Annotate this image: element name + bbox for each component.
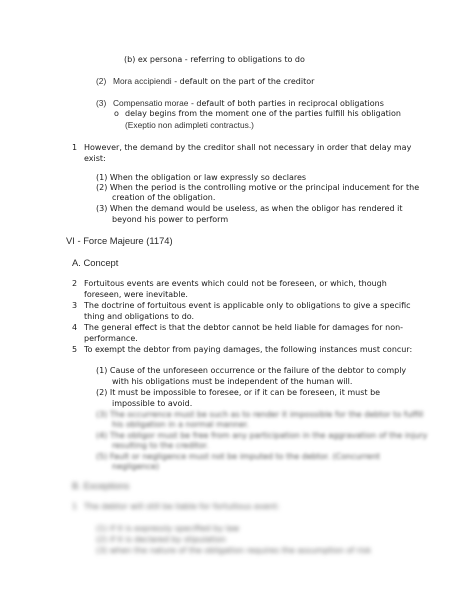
exception-1: (1) When the obligation or law expressly so declares [96,173,307,182]
bullet-subtext: (Exeptio non adimpleti contractus.) [125,120,254,130]
exception-law: (1) if it is expressly specified by law [96,524,240,533]
para-2-line-1: Fortuitous events are events which could not be foreseen, or which, though [84,279,387,288]
item-3-term: Compensatio morae [113,98,189,108]
item-2-num: (2) [96,76,107,86]
condition-5-line-1: (5) Fault or negligence must not be imputed to the debtor. (Concurrent [96,452,381,461]
exception-3-line-1: (3) When the demand would be useless, as when the obligor has rendered it [96,204,403,213]
para-5-line-1: To exempt the debtor from paying damages, the following instances must concur: [84,345,413,354]
section-vi-heading: VI - Force Majeure (1174) [66,235,173,246]
item-2-line [113,76,314,87]
condition-2-line-1: (2) It must be impossible to foresee, or if it can be foreseen, it must be [96,388,381,397]
condition-4-line-2: resulting to the creditor. [112,441,209,450]
para-3-num: 3 [72,301,78,310]
condition-2-line-2: impossible to avoid. [112,399,193,408]
item-3-num: (3) [96,98,107,108]
para-2-line-2: foreseen, were inevitable. [84,290,188,299]
item-3-line [113,98,384,109]
condition-4-line-1: (4) The obligor must be free from any participation in the aggravation of the injury [96,431,428,440]
condition-1-line-1: (1) Cause of the unforeseen occurrence or the failure of the debtor to comply [96,366,407,375]
para-4-line-2: performance. [84,334,138,343]
exception-stipulation: (2) if it is declared by stipulation [96,535,226,544]
para-3-line-1: The doctrine of fortuitous event is applicable only to obligations to give a specific [84,301,411,310]
item-b-text: (b) ex persona - referring to obligations to do [124,55,305,64]
item-3-rest: - default of both parties in reciprocal obligations [188,99,384,108]
para-4-num: 4 [72,323,78,332]
condition-3-line-2: his obligation in a normal manner. [112,420,249,429]
bullet-mark: o [114,109,119,118]
however-line-1: However, the demand by the creditor shall not necessary in order that delay may [84,143,412,152]
item-2-rest: - default on the part of the creditor [171,77,315,86]
para-5-num: 5 [72,345,78,354]
exception-2-line-2: creation of the obligation. [112,193,216,202]
subheading-exceptions: B. Exceptions [72,480,130,491]
exceptions-num: 1 [72,502,78,511]
subheading-concept: A. Concept [72,257,119,268]
para-2-num: 2 [72,279,78,288]
condition-3-line-1: (3) The occurrence must be such as to render it impossible for the debtor to fulfill [96,410,424,419]
exception-2-line-1: (2) When the period is the controlling motive or the principal inducement for the [96,183,420,192]
para-4-line-1: The general effect is that the debtor cannot be held liable for damages for non- [84,323,404,332]
para-3-line-2: thing and obligations to do. [84,312,195,321]
however-num: 1 [72,143,78,152]
exceptions-intro: The debtor will still be liable for fortuitous event: [84,502,280,511]
item-2-term: Mora accipiendi [113,76,172,86]
condition-1-line-2: with his obligations must be independent of the human will. [112,377,353,386]
exception-3-line-2: beyond his power to perform [112,215,229,224]
bullet-text: delay begins from the moment one of the parties fulfill his obligation [125,109,401,118]
exception-risk: (3) when the nature of the obligation requires the assumption of risk [96,546,372,555]
however-line-2: exist: [84,154,106,163]
condition-5-line-2: negligence) [112,462,160,471]
